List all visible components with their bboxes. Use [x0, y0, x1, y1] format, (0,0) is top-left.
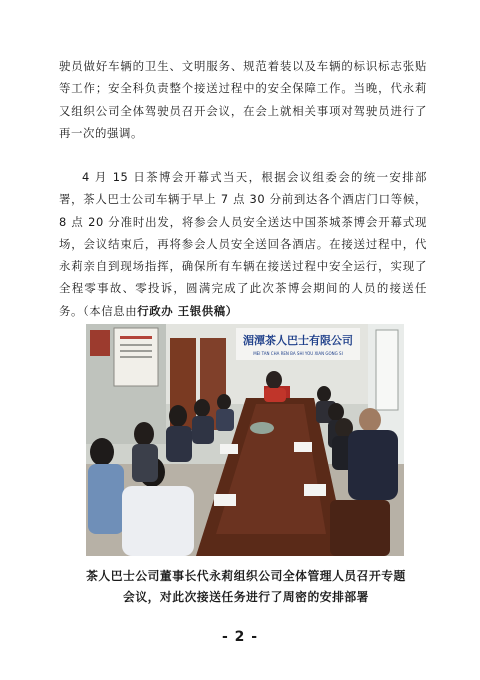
paragraph-2-body: 4 月 15 日茶博会开幕式当天，根据会议组委会的统一安排部署，茶人巴士公司车辆于早上 7 点 30 分前到达各个酒店门口等候，8 点 20 分准时出发，将参会人员安全送达中国茶城茶博会开幕式现场，会议结束后，再将参会人员安全送回各酒店。在接送过程中，代永莉亲自到现场指挥，确保所有车辆在接送过程中安全运行，实现了全程零事故、零投诉，圆满完成了此次茶博会期间的人员的接送任务。（本信息由	[59, 170, 427, 318]
photo-caption: 茶人巴士公司董事长代永莉组织公司全体管理人员召开专题会议，对此次接送任务进行了周密的安排部署	[86, 569, 406, 604]
company-sign-pinyin: MEI TAN CHA REN BA SHI YOU XIAN GONG SI	[253, 351, 343, 356]
source-credit: 行政办 王银供稿）	[137, 303, 238, 318]
paragraph-1-text: 驶员做好车辆的卫生、文明服务、规范着装以及车辆的标识标志张贴等工作；安全科负责整个接送过程中的安全保障工作。当晚，代永莉又组织公司全体驾驶员召开会议，在会上就相关事项对驾驶员进行了再一次的强调。	[59, 59, 427, 140]
page-number: - 2 -	[221, 629, 259, 645]
paragraph-2-text	[59, 166, 427, 322]
meeting-photo	[86, 324, 404, 556]
table-plant	[250, 422, 274, 434]
wall-poster	[90, 330, 110, 356]
paragraph-2	[59, 166, 427, 322]
meeting-photo-illustration	[86, 324, 404, 556]
paragraph-1	[59, 55, 427, 144]
company-sign-title: 湄潭茶人巴士有限公司	[243, 334, 353, 347]
